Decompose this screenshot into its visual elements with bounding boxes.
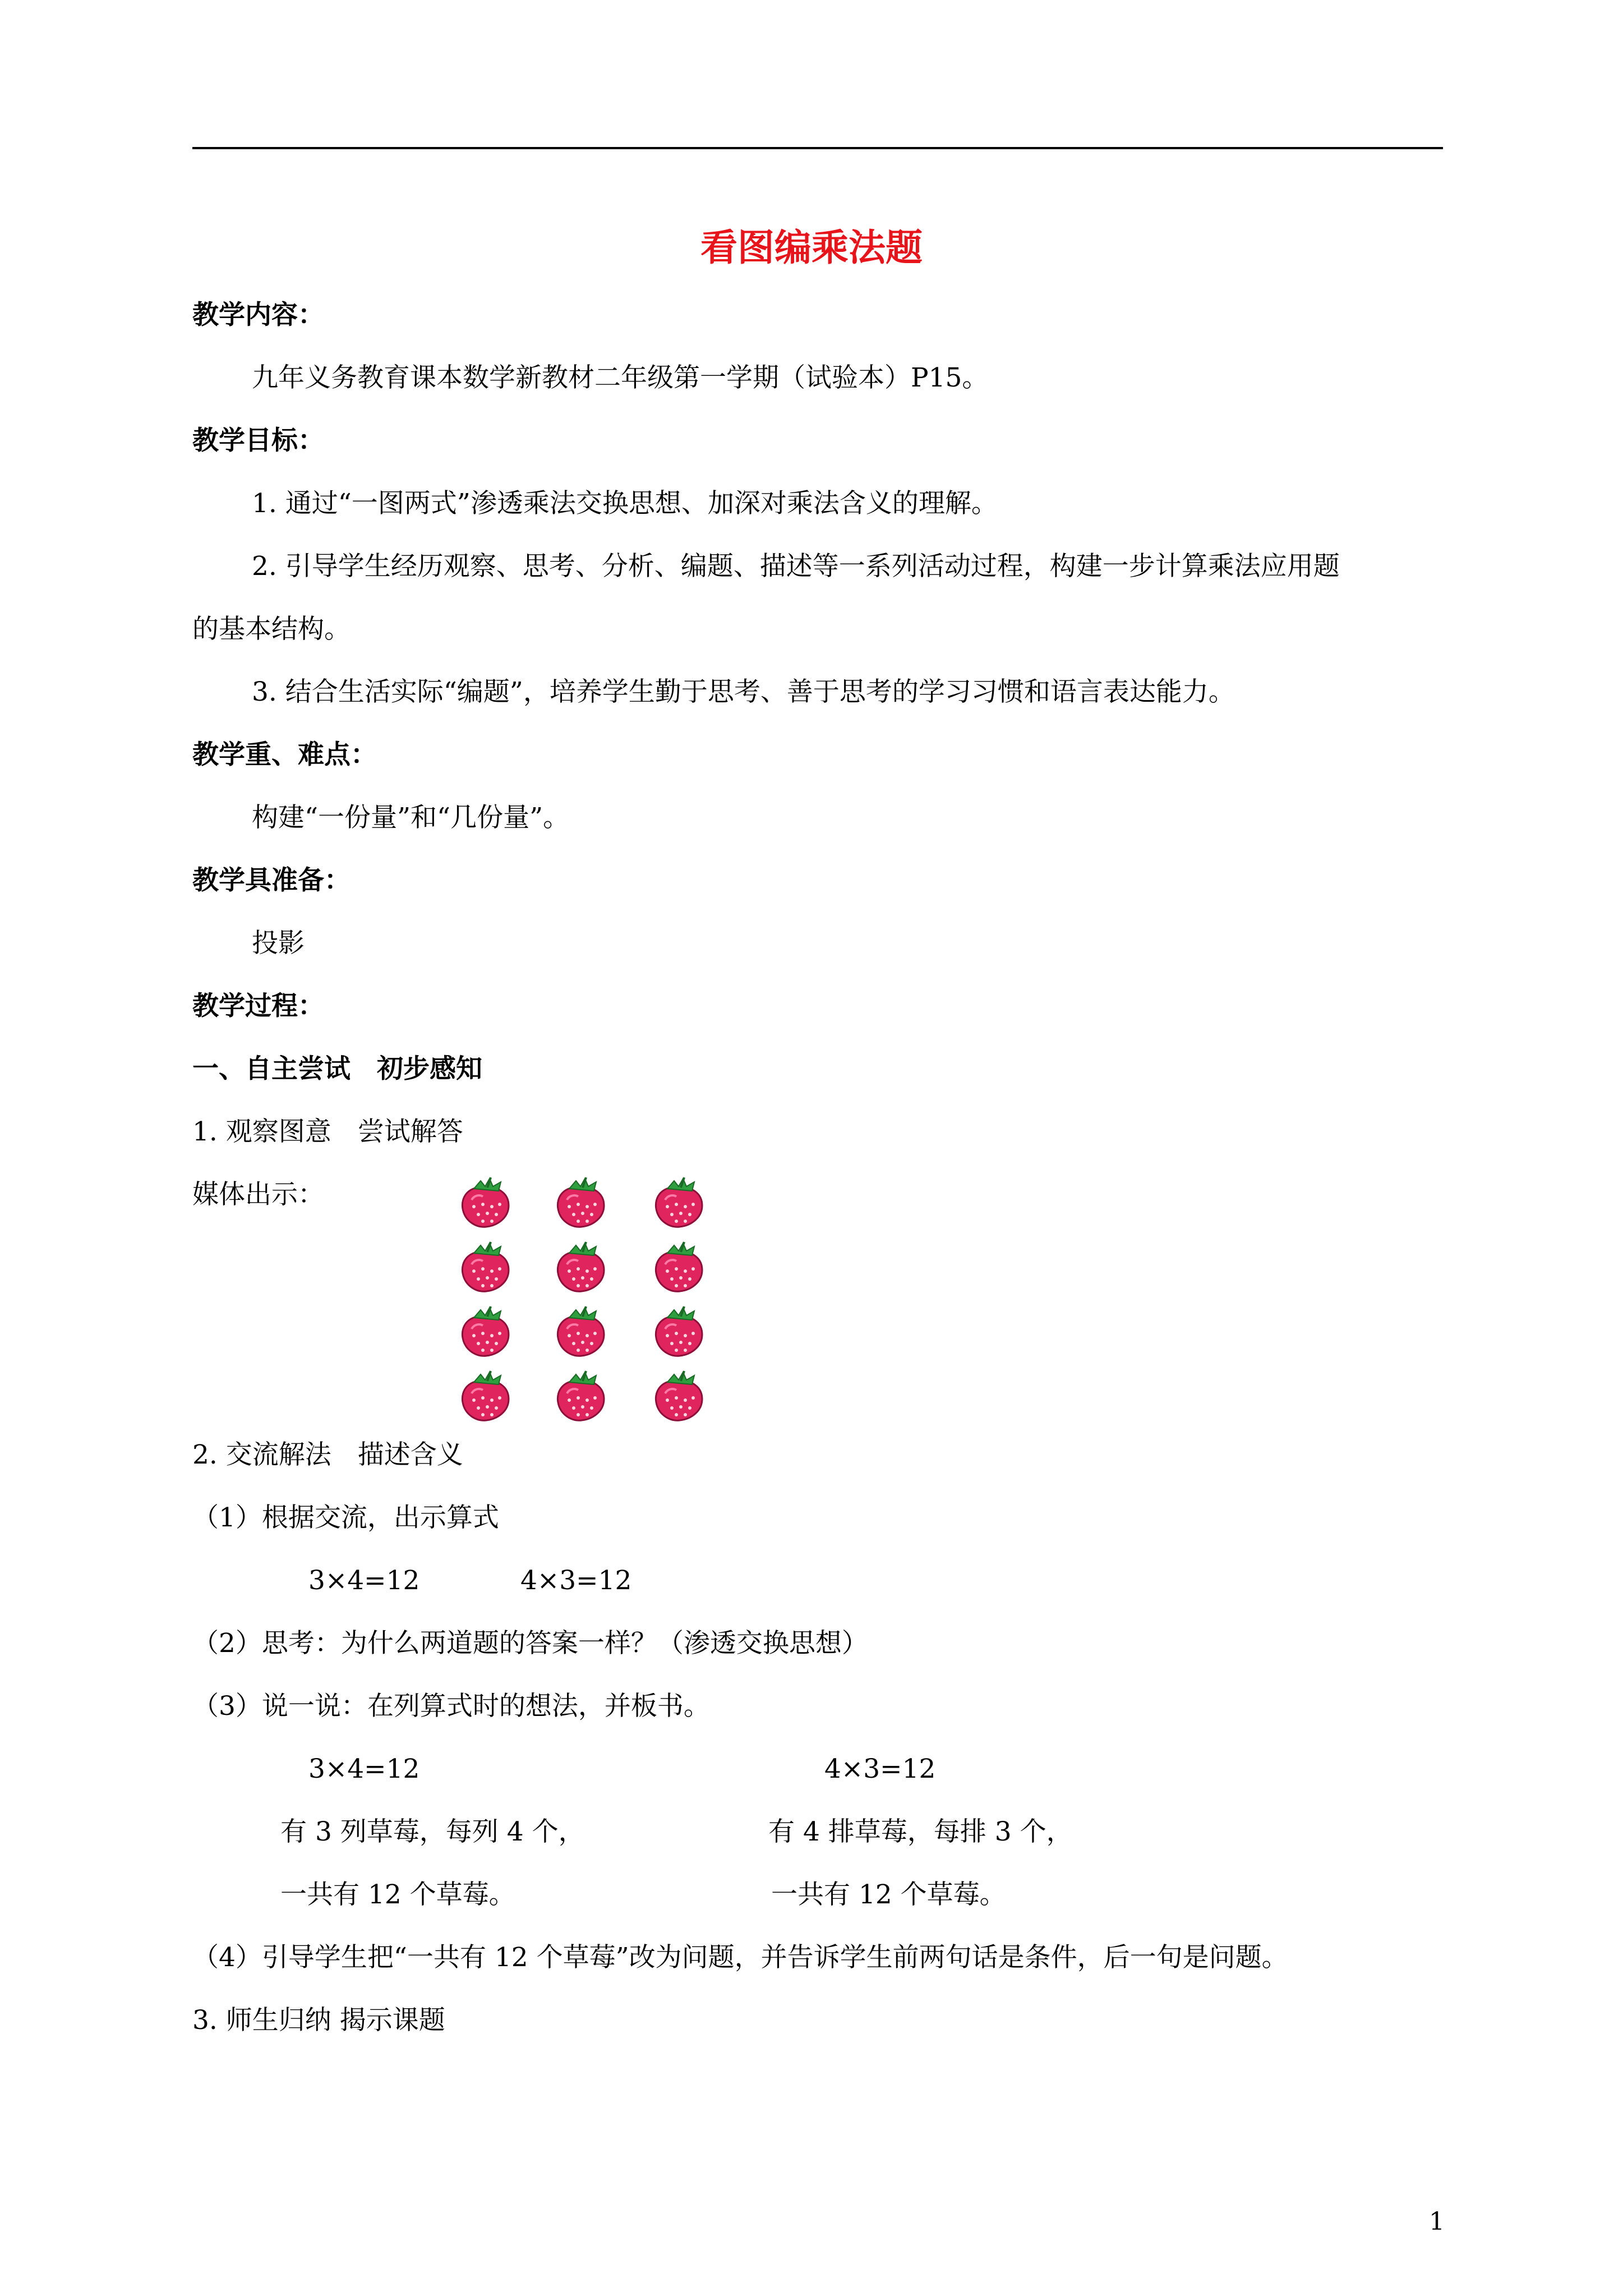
right-description-1: 有 4 排草莓，每排 3 个， <box>768 1816 1073 1847</box>
key-heading: 教学重、难点： <box>192 739 377 770</box>
process-heading: 教学过程： <box>192 991 324 1022</box>
strawberry-icon <box>651 1240 707 1296</box>
goal-2-line1: 2. 引导学生经历观察、思考、分析、编题、描述等一系列活动过程，构建一步计算乘法应用题 <box>252 551 1340 582</box>
strawberry-icon <box>457 1304 513 1360</box>
left-description-2: 一共有 12 个草莓。 <box>280 1879 515 1910</box>
page-number: 1 <box>1429 2207 1445 2236</box>
page-title: 看图编乘法题 <box>700 226 923 269</box>
strawberry-icon <box>457 1369 513 1425</box>
equation-3x4: 3×4=12 <box>308 1565 420 1596</box>
left-description-1: 有 3 列草莓，每列 4 个， <box>280 1816 585 1847</box>
strawberry-icon <box>552 1175 608 1231</box>
content-heading: 教学内容： <box>192 300 324 330</box>
sub-1: （1）根据交流，出示算式 <box>192 1502 499 1533</box>
header-rule <box>192 147 1443 149</box>
strawberry-icon <box>552 1369 608 1425</box>
strawberry-icon <box>552 1304 608 1360</box>
goal-2-line2: 的基本结构。 <box>192 614 351 645</box>
equation-4x3: 4×3=12 <box>520 1565 632 1596</box>
strawberry-icon <box>457 1175 513 1231</box>
sub-2: （2）思考：为什么两道题的答案一样？（渗透交换思想） <box>192 1628 868 1659</box>
board-equation-4x3: 4×3=12 <box>824 1754 936 1784</box>
strawberry-icon <box>457 1240 513 1296</box>
strawberry-icon <box>552 1240 608 1296</box>
goal-1: 1. 通过“一图两式”渗透乘法交换思想、加深对乘法含义的理解。 <box>252 488 998 519</box>
strawberry-grid <box>457 1175 726 1422</box>
media-label: 媒体出示： <box>192 1179 324 1210</box>
key-text: 构建“一份量”和“几份量”。 <box>252 802 570 833</box>
strawberry-icon <box>651 1304 707 1360</box>
board-equation-3x4: 3×4=12 <box>308 1754 420 1784</box>
step-1: 1. 观察图意 尝试解答 <box>192 1116 463 1147</box>
prep-text: 投影 <box>252 928 305 959</box>
strawberry-icon <box>651 1175 707 1231</box>
right-description-2: 一共有 12 个草莓。 <box>771 1879 1006 1910</box>
goal-3: 3. 结合生活实际“编题”，培养学生勤于思考、善于思考的学习习惯和语言表达能力。 <box>252 677 1235 707</box>
sub-3: （3）说一说：在列算式时的想法，并板书。 <box>192 1691 710 1722</box>
sub-4: （4）引导学生把“一共有 12 个草莓”改为问题，并告诉学生前两句话是条件，后一句是问题。 <box>192 1942 1288 1973</box>
content-text: 九年义务教育课本数学新教材二年级第一学期（试验本）P15。 <box>252 362 989 393</box>
part1-heading: 一、自主尝试 初步感知 <box>192 1053 482 1084</box>
prep-heading: 教学具准备： <box>192 865 351 896</box>
goals-heading: 教学目标： <box>192 425 324 456</box>
step-3: 3. 师生归纳 揭示课题 <box>192 2005 445 2036</box>
step-2: 2. 交流解法 描述含义 <box>192 1439 463 1470</box>
strawberry-icon <box>651 1369 707 1425</box>
